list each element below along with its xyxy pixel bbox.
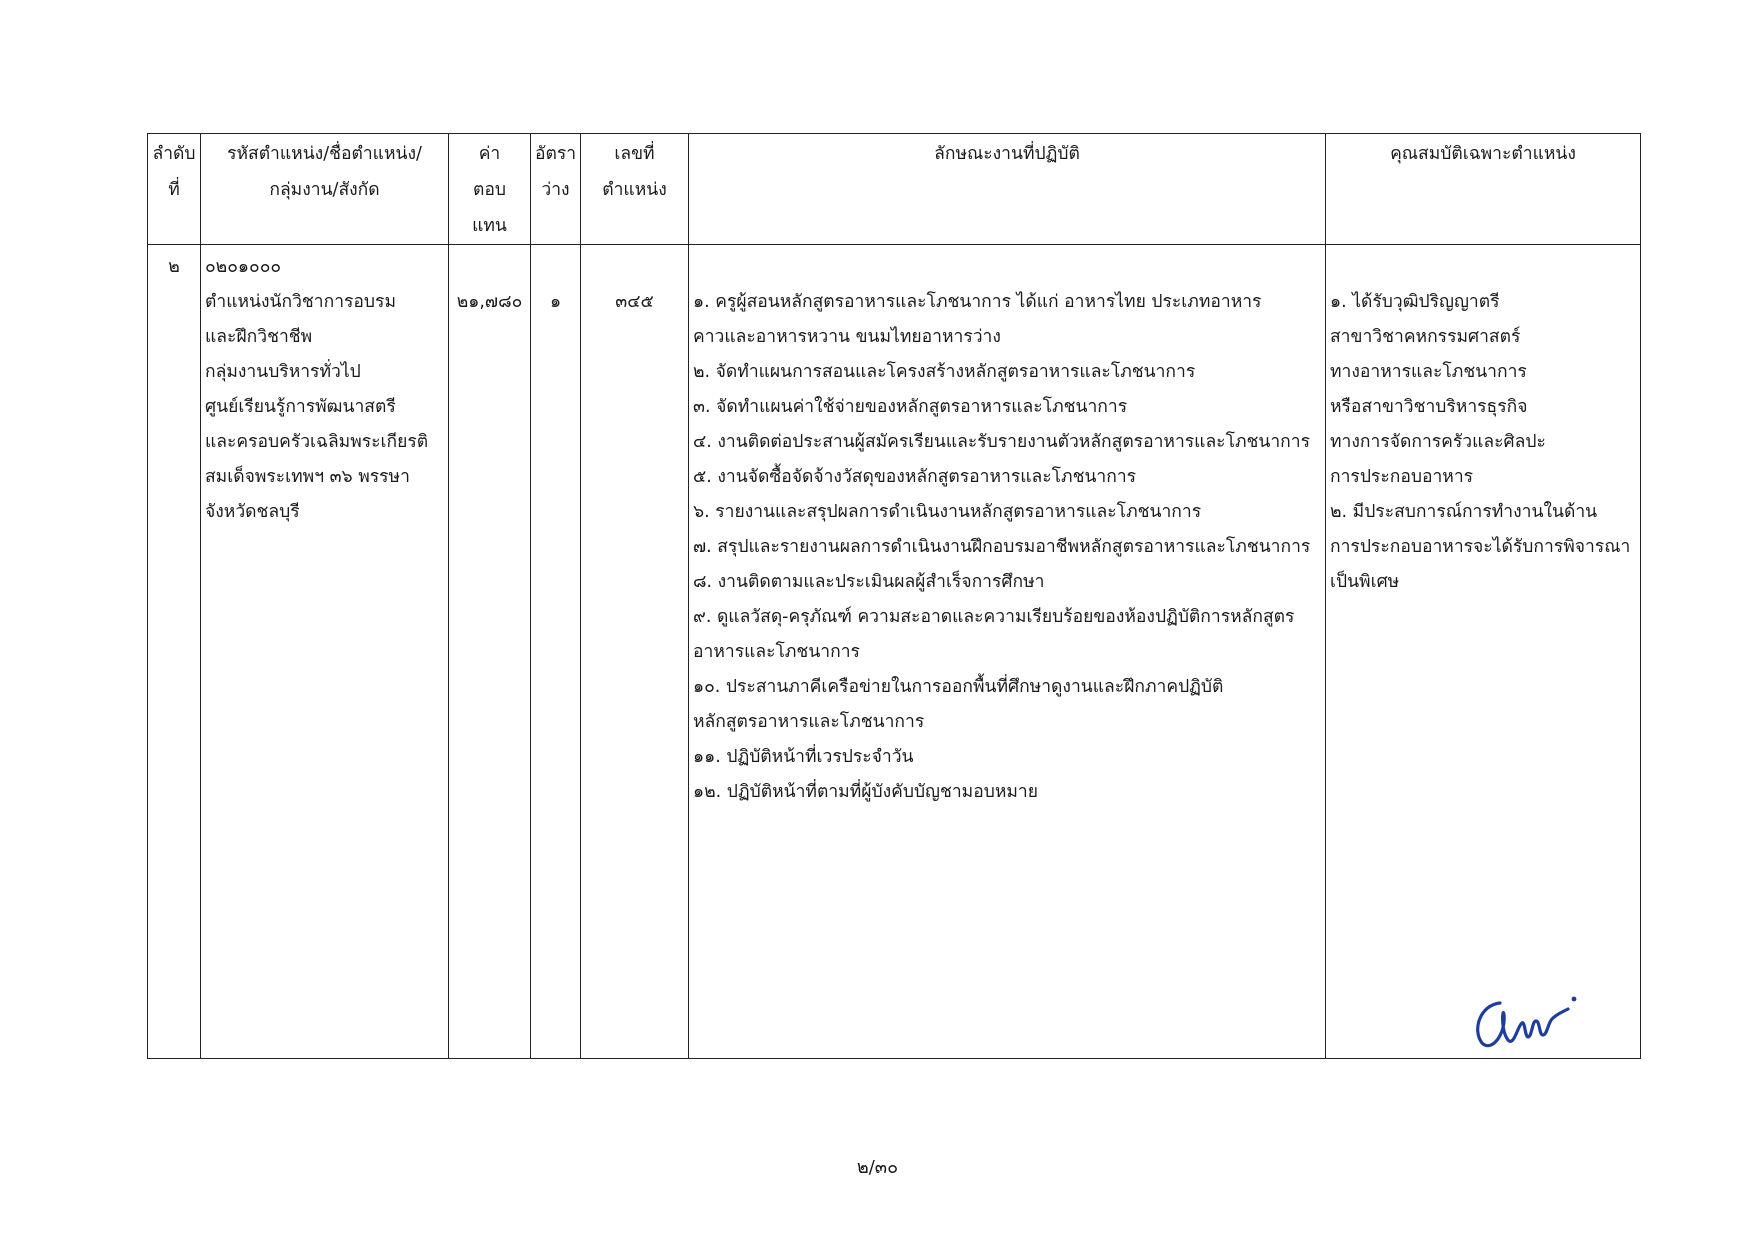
position-line: กลุ่มงานบริหารทั่วไป [205,362,361,382]
signature-dot [1572,997,1577,1002]
header-seq [148,134,201,245]
header-pay-line-2: ตอบ [473,180,506,200]
signature-stroke [1478,1003,1568,1046]
table-header-row [148,134,1641,245]
header-vacancy-line-2: ว่าง [541,180,570,200]
duty-line: คาวและอาหารหวาน ขนมไทยอาหารว่าง [693,327,1001,347]
header-seq-line-2: ที่ [168,180,180,200]
header-position-line-2: กลุ่มงาน/สังกัด [269,180,380,200]
cell-vacancy [531,245,581,1059]
qualification-line: สาขาวิชาคหกรรมศาสตร์ [1330,327,1521,347]
position-code: ๐๒๐๑๐๐๐ [205,257,282,277]
qualification-line: เป็นพิเศษ [1330,572,1400,592]
duty-line: ๒. จัดทำแผนการสอนและโครงสร้างหลักสูตรอาหารและโภชนาการ [693,362,1196,382]
header-pay [449,134,531,245]
qualification-line: การประกอบอาหาร [1330,467,1474,487]
handwritten-signature [1470,985,1580,1055]
duty-line: ๑๑. ปฏิบัติหน้าที่เวรประจำวัน [693,747,914,767]
position-line: ตำแหน่งนักวิชาการอบรม [205,292,396,312]
duty-line: ๕. งานจัดซื้อจัดจ้างวัสดุของหลักสูตรอาหารและโภชนาการ [693,467,1137,487]
duty-line: ๔. งานติดต่อประสานผู้สมัครเรียนและรับรายงานตัวหลักสูตรอาหารและโภชนาการ [693,432,1311,452]
header-duties-label: ลักษณะงานที่ปฏิบัติ [934,144,1080,164]
table-row [148,245,1641,1059]
header-position-line-1: รหัสตำแหน่ง/ชื่อตำแหน่ง/ [227,144,422,164]
duty-line: หลักสูตรอาหารและโภชนาการ [693,712,925,732]
duty-line: ๑๐. ประสานภาคีเครือข่ายในการออกพื้นที่ศึกษาดูงานและฝึกภาคปฏิบัติ [693,677,1224,697]
page-number: ๒/๓๐ [856,1157,899,1178]
header-vacancy-line-1: อัตรา [535,144,577,164]
header-qualifications [1326,134,1641,245]
header-pay-line-1: ค่า [478,144,501,164]
cell-position-no [581,245,689,1059]
qualification-line: ทางการจัดการครัวและศิลปะ [1330,432,1546,452]
position-line: สมเด็จพระเทพฯ ๓๖ พรรษา [205,467,410,487]
duty-line: ๘. งานติดตามและประเมินผลผู้สำเร็จการศึกษา [693,572,1045,592]
qualification-line: ทางอาหารและโภชนาการ [1330,362,1527,382]
header-pay-line-3: แทน [472,216,507,236]
duty-line: ๖. รายงานและสรุปผลการดำเนินงานหลักสูตรอาหารและโภชนาการ [693,502,1202,522]
position-table [147,133,1641,1059]
header-duties [689,134,1326,245]
position-table-container [147,133,1640,1059]
qualification-line: หรือสาขาวิชาบริหารธุรกิจ [1330,397,1528,417]
position-line: และฝึกวิชาชีพ [205,327,313,347]
cell-duties [689,245,1326,1059]
cell-qualifications [1326,245,1641,1059]
position-line: จังหวัดชลบุรี [205,502,300,522]
header-position [201,134,449,245]
position-line: และครอบครัวเฉลิมพระเกียรติ [205,432,429,452]
qualification-line: การประกอบอาหารจะได้รับการพิจารณา [1330,537,1631,557]
duty-line: ๗. สรุปและรายงานผลการดำเนินงานฝึกอบรมอาชีพหลักสูตรอาหารและโภชนาการ [693,537,1311,557]
header-position-no-line-2: ตำแหน่ง [602,180,667,200]
qualification-line: ๒. มีประสบการณ์การทำงานในด้าน [1330,502,1598,522]
cell-pay [449,245,531,1059]
pay-value: ๒๑,๗๘๐ [456,292,523,312]
header-seq-line-1: ลำดับ [152,144,196,164]
header-position-no [581,134,689,245]
duty-line: ๑๒. ปฏิบัติหน้าที่ตามที่ผู้บังคับบัญชามอบหมาย [693,782,1038,802]
header-position-no-line-1: เลขที่ [614,144,655,164]
header-vacancy [531,134,581,245]
duty-line: ๓. จัดทำแผนค่าใช้จ่ายของหลักสูตรอาหารและโภชนาการ [693,397,1128,417]
duty-line: ๙. ดูแลวัสดุ-ครุภัณฑ์ ความสะอาดและความเรียบร้อยของห้องปฏิบัติการหลักสูตร [693,607,1295,627]
seq-value: ๒ [168,257,180,277]
cell-seq [148,245,201,1059]
vacancy-value: ๑ [549,292,562,312]
duty-line: อาหารและโภชนาการ [693,642,860,662]
qualification-line: ๑. ได้รับวุฒิปริญญาตรี [1330,292,1500,312]
duty-line: ๑. ครูผู้สอนหลักสูตรอาหารและโภชนาการ ได้แก่ อาหารไทย ประเภทอาหาร [693,292,1262,312]
header-qualifications-label: คุณสมบัติเฉพาะตำแหน่ง [1390,144,1576,164]
position-line: ศูนย์เรียนรู้การพัฒนาสตรี [205,397,396,417]
position-no-value: ๓๔๕ [615,292,654,312]
cell-position [201,245,449,1059]
